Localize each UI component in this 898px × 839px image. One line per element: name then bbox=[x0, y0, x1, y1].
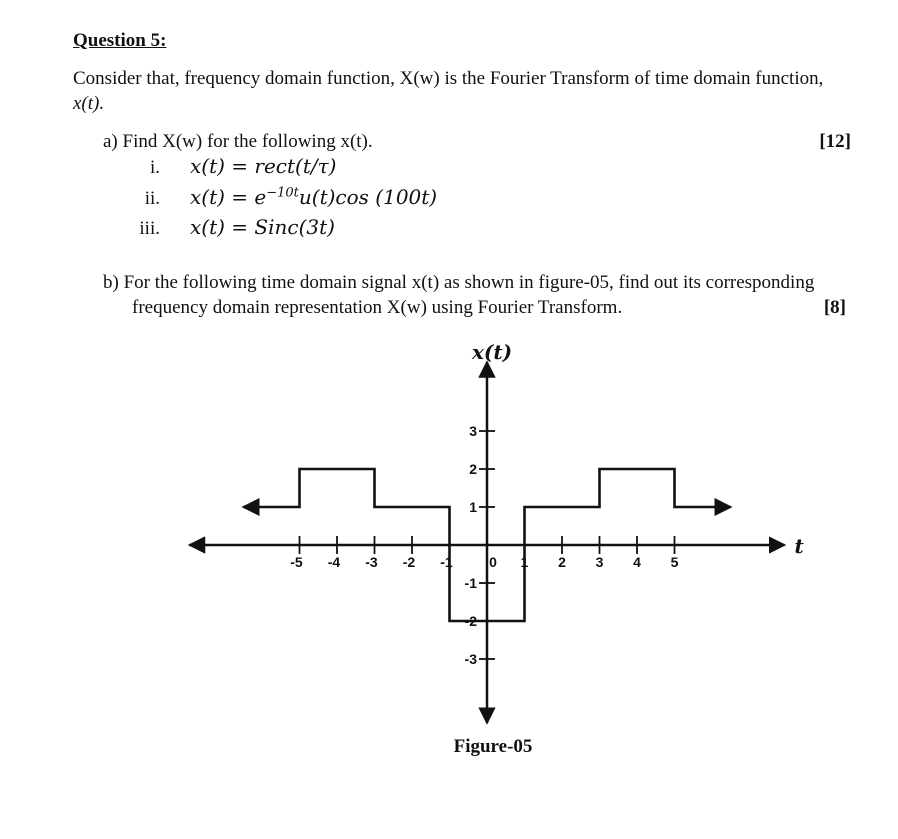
y-tick-label: 1 bbox=[469, 499, 477, 515]
item-iii-equation: x(t) = Sinc(3t) bbox=[190, 215, 335, 239]
question-title: Question 5: bbox=[73, 30, 167, 51]
x-tick-label: 3 bbox=[595, 554, 604, 570]
item-iii-number: iii. bbox=[139, 218, 160, 239]
y-tick-label: 2 bbox=[469, 461, 477, 477]
x-tick-label: 5 bbox=[670, 554, 679, 570]
item-ii-exponent: −10t bbox=[266, 185, 299, 201]
item-ii-expr-base: x(t) = e bbox=[190, 185, 267, 209]
y-axis-label: x(t) bbox=[471, 340, 513, 364]
y-tick-label: -2 bbox=[464, 613, 477, 629]
x-tick-label: 0 bbox=[489, 554, 497, 570]
x-tick-label: -1 bbox=[440, 554, 453, 570]
figure-caption: Figure-05 bbox=[453, 736, 533, 757]
item-i-equation: x(t) = rect(t/τ) bbox=[190, 154, 337, 178]
x-tick-label: -2 bbox=[402, 554, 416, 570]
intro-text-line1: Consider that, frequency domain function, X(w) is the Fourier Transform of time domain function, bbox=[73, 68, 824, 89]
x-tick-label: -5 bbox=[290, 554, 303, 570]
part-b-marks: [8] bbox=[823, 297, 846, 318]
item-ii-expr-rest: u(t)cos (100t) bbox=[298, 185, 438, 209]
part-b-prompt-line1: b) For the following time domain signal x(t) as shown in figure-05, find out its corresponding bbox=[103, 272, 815, 293]
x-tick-label: 4 bbox=[633, 554, 641, 570]
item-ii-number: ii. bbox=[144, 188, 160, 209]
x-axis-label: t bbox=[794, 534, 804, 558]
y-tick-label: 3 bbox=[469, 423, 477, 439]
x-tick-label: -3 bbox=[365, 554, 378, 570]
x-tick-label: -4 bbox=[327, 554, 341, 570]
x-tick-label: 2 bbox=[558, 554, 566, 570]
part-b-prompt-line2: frequency domain representation X(w) using Fourier Transform. bbox=[132, 297, 623, 318]
item-i-number: i. bbox=[149, 157, 160, 178]
part-a-marks: [12] bbox=[819, 131, 851, 152]
y-tick-label: -1 bbox=[464, 575, 477, 591]
x-tick-label: 1 bbox=[520, 554, 529, 570]
y-tick-label: -3 bbox=[464, 651, 477, 667]
intro-text-line2: x(t). bbox=[73, 93, 105, 114]
part-a-prompt: a) Find X(w) for the following x(t). bbox=[103, 131, 373, 152]
